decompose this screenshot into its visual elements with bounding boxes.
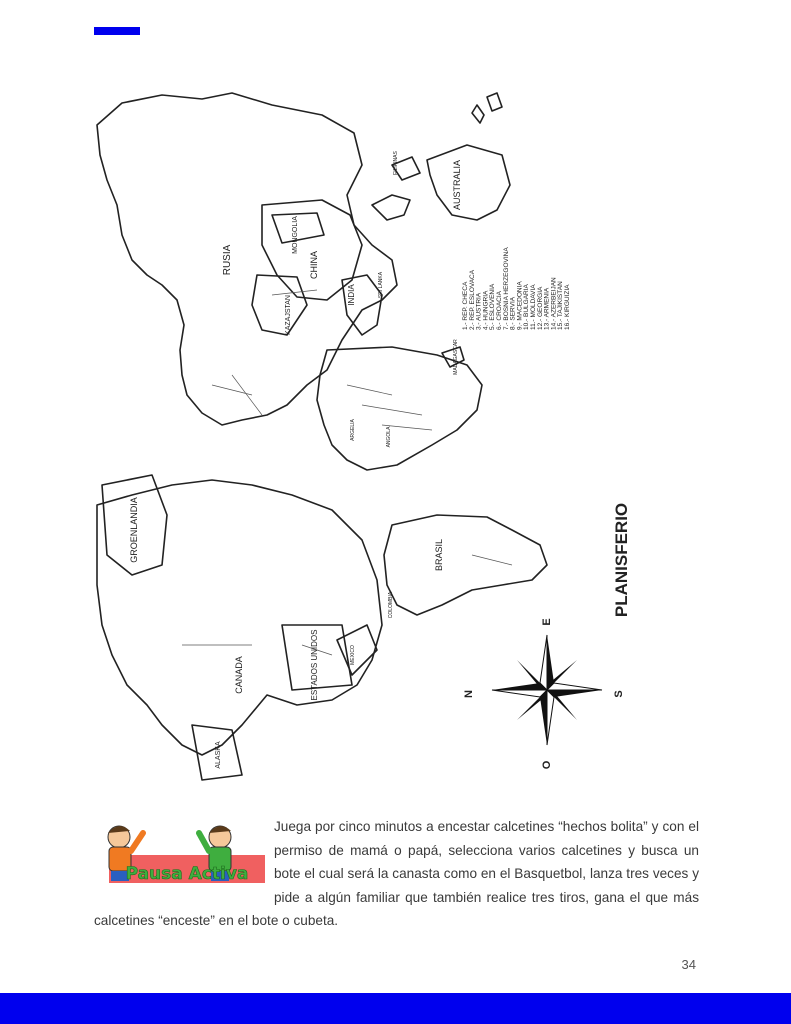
country-label: ESTADOS UNIDOS <box>310 629 319 701</box>
compass-rose <box>463 618 625 769</box>
legend-item: 10.- BULGARIA <box>523 284 531 330</box>
north-america-outline <box>97 480 382 755</box>
legend-item: 4.- HUNGRIA <box>482 290 490 330</box>
country-label: ALASKA <box>215 741 222 769</box>
legend-item: 13.- ARMENIA <box>543 287 551 330</box>
south-america-outline <box>384 515 547 615</box>
country-label: RUSIA <box>222 244 233 276</box>
country-label: ANGOLA <box>386 426 392 448</box>
country-label: CHINA <box>309 250 319 280</box>
activity-paragraph <box>94 815 699 933</box>
country-label: MADAGASCAR <box>453 339 459 375</box>
world-map-drawing <box>92 85 652 785</box>
legend-item: 12.- GEORGIA <box>536 286 544 330</box>
new-zealand-outline <box>472 93 502 123</box>
compass-north: N <box>463 690 475 698</box>
country-label: ARGELIA <box>350 419 356 441</box>
country-label: KAZAJSTAN <box>285 295 292 335</box>
world-map <box>92 85 652 785</box>
country-labels <box>129 151 462 769</box>
country-label: AUSTRALIA <box>452 159 462 211</box>
kazakhstan-outline <box>252 275 307 335</box>
country-label: COLOMBIA <box>388 591 394 619</box>
pausa-activa-label: Pausa Activa <box>125 864 249 884</box>
legend-item: 2.- REP. ESLOVACA <box>468 269 476 330</box>
country-label: GROENLANDIA <box>129 497 139 563</box>
country-label: MEXICO <box>350 645 356 665</box>
legend-item: 9.- MACEDONIA <box>516 281 524 330</box>
country-label: INDIA <box>347 284 356 306</box>
legend-item: 16.- KIRGUIZIA <box>564 284 571 330</box>
legend-item: 1.- REP. CHECA <box>462 281 469 330</box>
compass-south: S <box>613 690 625 698</box>
legend-item: 5.- ESLOVENIA <box>489 283 497 330</box>
compass-east: E <box>541 618 553 626</box>
country-label: BRASIL <box>434 538 444 572</box>
country-label: CANADA <box>234 656 244 694</box>
australia-outline <box>427 145 510 220</box>
map-legend <box>462 247 571 330</box>
legend-item: 6.- CROACIA <box>496 290 503 330</box>
legend-item: 7.- BOSNIA HERZEGOVINA <box>502 247 510 330</box>
country-label: FILIPINAS <box>393 151 399 175</box>
bottom-bar <box>0 993 791 1024</box>
legend-item: 8.- SERVIA <box>509 296 517 330</box>
legend-item: 11.- MOLDAVIA <box>530 284 537 330</box>
legend-item: 14.- AZERBEIJAN <box>550 277 558 330</box>
legend-item: 15.- TAJIKISTAN <box>557 281 565 330</box>
activity-text: Juega por cinco minutos a encestar calcetines “hechos bolita” y con el permiso de mamá o papá, selecciona varios calcetines y busca un bote el cual será la canasta como en el Basquetbol, lanza tres veces y pide a algún familiar que también realice tres tiros, gana el que más calcetines “enceste” en el bote o cubeta. <box>94 819 699 928</box>
country-label: SRI LANKA <box>378 271 384 299</box>
eurasia-outline <box>97 93 397 425</box>
compass-west: O <box>541 760 553 770</box>
page-number: 34 <box>681 957 696 972</box>
map-title: PLANISFERIO <box>612 502 631 618</box>
country-label: MONGOLIA <box>292 216 299 254</box>
top-accent-bar <box>94 27 140 35</box>
legend-item: 3.- AUSTRIA <box>475 292 483 330</box>
